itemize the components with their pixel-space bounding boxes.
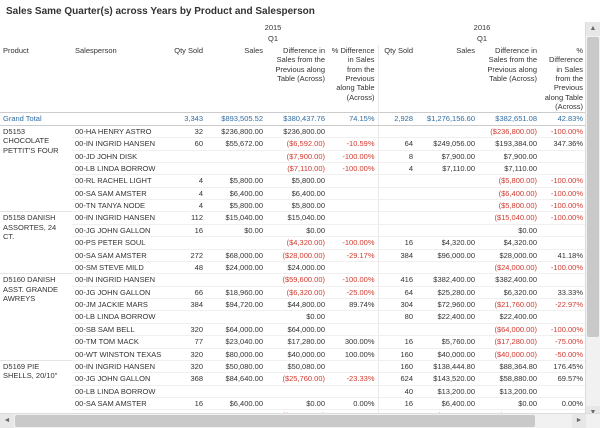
difference-2015: $5,800.00 [266,175,328,187]
sales-2016 [416,125,478,137]
qty-sold-2015: 320 [168,360,206,372]
salesperson-label: 00-LB LINDA BORROW [72,311,168,323]
difference-2016: $6,320.00 [478,286,540,298]
sales-2016 [416,212,478,224]
product-label: D5169 PIE SHELLS, 20/10" [0,360,72,420]
sales-2015: $80,000.00 [206,348,266,360]
qty-sold-2015: 384 [168,299,206,311]
table-row[interactable] [0,360,586,372]
table-row[interactable] [0,212,586,224]
scroll-up-arrow[interactable]: ▲ [586,22,600,36]
sales-2015: $23,040.00 [206,336,266,348]
difference-2015: $0.00 [266,311,328,323]
salesperson-label: 00-IN INGRID HANSEN [72,212,168,224]
difference-2016: ($64,000.00) [478,323,540,335]
sales-2015: $64,000.00 [206,323,266,335]
table-row[interactable] [0,299,586,311]
salesperson-label: 00-SB SAM BELL [72,323,168,335]
sales-2016 [416,200,478,212]
column-header-product[interactable]: Product [3,45,29,55]
difference-2016: $0.00 [478,224,540,236]
pct-difference-2016: -100.00% [540,261,586,273]
column-header-row [0,45,586,113]
sales-2015: $236,800.00 [206,125,266,137]
year-header-2016: 2016 [473,23,491,32]
difference-2016: ($24,000.00) [478,261,540,273]
qty-sold-2016 [378,187,416,199]
qty-sold-2015: 4 [168,175,206,187]
qty-sold-2016 [378,212,416,224]
pct-difference-2015: 89.74% [328,299,378,311]
column-header-diff-2016[interactable]: Difference in Sales from the Previous along Table (Across) [487,45,537,83]
difference-2016: $58,880.00 [478,373,540,385]
salesperson-label: 00-JG JOHN GALLON [72,224,168,236]
pct-difference-2015 [328,360,378,372]
column-header-sales-2015[interactable]: Sales [244,45,263,55]
difference-2015: ($7,110.00) [266,162,328,174]
pct-difference-2016: 176.45% [540,360,586,372]
table-row[interactable] [0,138,586,150]
pct-difference-2015 [328,187,378,199]
qty-sold-2015: 4 [168,187,206,199]
qty-sold-2016: 416 [378,274,416,286]
sales-2015: $50,080.00 [206,360,266,372]
difference-2015: ($28,000.00) [266,249,328,261]
vertical-scroll-thumb[interactable] [587,37,599,337]
pct-difference-2016 [540,224,586,236]
grand-total-pct-2016: 42.83% [540,113,586,125]
difference-2015: $15,040.00 [266,212,328,224]
table-row[interactable] [0,261,586,273]
pct-difference-2015: -23.33% [328,373,378,385]
grand-total-sales-2015: $893,505.52 [206,113,266,125]
pct-difference-2015 [328,175,378,187]
difference-2016: ($5,800.00) [478,175,540,187]
qty-sold-2016: 160 [378,348,416,360]
difference-2015 [266,385,328,397]
sales-2015 [206,311,266,323]
qty-sold-2016 [378,175,416,187]
qty-sold-2016: 304 [378,299,416,311]
grand-total-label: Grand Total [0,113,72,125]
qty-sold-2016: 16 [378,336,416,348]
qty-sold-2015: 48 [168,261,206,273]
salesperson-label: 00-LB LINDA BORROW [72,385,168,397]
difference-2016: ($40,000.00) [478,348,540,360]
difference-2016: $22,400.00 [478,311,540,323]
pct-difference-2016: 0.00% [540,398,586,410]
pct-difference-2016 [540,150,586,162]
table-row[interactable] [0,200,586,212]
salesperson-label: 00-TN TANYA NODE [72,200,168,212]
sales-2016: $25,280.00 [416,286,478,298]
pct-difference-2015 [328,311,378,323]
difference-2015: ($7,900.00) [266,150,328,162]
table-row[interactable] [0,224,586,236]
year-header-row [0,22,586,33]
qty-sold-2016: 160 [378,360,416,372]
difference-2015: $50,080.00 [266,360,328,372]
pct-difference-2015 [328,385,378,397]
table-row[interactable] [0,348,586,360]
difference-2015: $5,800.00 [266,200,328,212]
qty-sold-2016 [378,224,416,236]
grand-total-pct-2015: 74.15% [328,113,378,125]
difference-2015: ($4,320.00) [266,237,328,249]
pct-difference-2016: -22.97% [540,299,586,311]
pct-difference-2016: -100.00% [540,125,586,137]
pct-difference-2016: -100.00% [540,323,586,335]
difference-2015: ($6,592.00) [266,138,328,150]
pct-difference-2015 [328,323,378,335]
pct-difference-2015 [328,200,378,212]
salesperson-label: 00-JG JOHN GALLON [72,373,168,385]
qty-sold-2016: 16 [378,237,416,249]
product-label: D5153 CHOCOLATE PETTIT'S FOUR [3,126,59,155]
table-row[interactable] [0,336,586,348]
table-row[interactable] [0,311,586,323]
sales-2016: $40,000.00 [416,348,478,360]
vertical-scrollbar[interactable] [585,22,600,420]
column-header-diff-2015[interactable]: Difference in Sales from the Previous along Table (Across) [275,45,325,83]
pct-difference-2015: -100.00% [328,150,378,162]
qty-sold-2015: 16 [168,224,206,236]
difference-2015: $24,000.00 [266,261,328,273]
qty-sold-2016: 384 [378,249,416,261]
salesperson-label: 00-SM STEVE MILD [72,261,168,273]
sales-2015 [206,162,266,174]
difference-2015: ($25,760.00) [266,373,328,385]
table-row[interactable] [0,187,586,199]
sales-2016: $5,760.00 [416,336,478,348]
header-spacer-salesperson [72,22,168,33]
pct-difference-2016 [540,162,586,174]
qty-sold-2015: 32 [168,125,206,137]
column-header-pctdiff-2016[interactable]: % Difference in Sales from the Previous along Table (Across) [544,45,583,111]
sales-2016 [416,261,478,273]
difference-2015: ($6,320.00) [266,286,328,298]
quarter-header-2015: Q1 [267,34,278,44]
pct-difference-2015: -29.17% [328,249,378,261]
pct-difference-2015: -10.59% [328,138,378,150]
difference-2016: ($17,280.00) [478,336,540,348]
sales-2016: $382,400.00 [416,274,478,286]
qty-sold-2015: 320 [168,348,206,360]
sales-2016 [416,224,478,236]
qty-sold-2016: 16 [378,398,416,410]
pct-difference-2016 [540,274,586,286]
difference-2015: $0.00 [266,398,328,410]
pct-difference-2016: 69.57% [540,373,586,385]
horizontal-scrollbar[interactable] [0,413,600,428]
difference-2016: $28,000.00 [478,249,540,261]
column-header-pctdiff-2015[interactable]: % Difference in Sales from the Previous along Table (Across) [331,45,375,102]
sales-2015: $68,000.00 [206,249,266,261]
sales-2016: $138,444.80 [416,360,478,372]
difference-2015: $64,000.00 [266,323,328,335]
grand-total-spacer [72,113,168,125]
qty-sold-2016: 40 [378,385,416,397]
grand-total-qty-2015: 3,343 [168,113,206,125]
table-row[interactable] [0,249,586,261]
difference-2016: $0.00 [478,398,540,410]
difference-2016: $88,364.80 [478,360,540,372]
difference-2016: ($21,760.00) [478,299,540,311]
difference-2016: $13,200.00 [478,385,540,397]
difference-2016: $4,320.00 [478,237,540,249]
difference-2016: $193,384.00 [478,138,540,150]
salesperson-label: 00-LB LINDA BORROW [72,162,168,174]
salesperson-label: 00-WT WINSTON TEXAS [72,348,168,360]
quarter-header-2016: Q1 [476,34,487,44]
qty-sold-2015 [168,150,206,162]
table-row[interactable] [0,162,586,174]
qty-sold-2016: 64 [378,286,416,298]
difference-2015: $40,000.00 [266,348,328,360]
sales-2015 [206,385,266,397]
pct-difference-2015: 100.00% [328,348,378,360]
pct-difference-2015: 300.00% [328,336,378,348]
column-header-qty-2015[interactable]: Qty Sold [174,45,203,55]
qty-sold-2016 [378,125,416,137]
sales-2016: $249,056.00 [416,138,478,150]
pct-difference-2016: -100.00% [540,212,586,224]
pct-difference-2016: 41.18% [540,249,586,261]
pct-difference-2016: -100.00% [540,175,586,187]
grand-total-diff-2016: $382,651.08 [478,113,540,125]
qty-sold-2015 [168,311,206,323]
difference-2016: $7,110.00 [478,162,540,174]
qty-sold-2016 [378,323,416,335]
sales-2016: $6,400.00 [416,398,478,410]
difference-2015: $0.00 [266,224,328,236]
sales-2016 [416,175,478,187]
sales-2016 [416,323,478,335]
salesperson-label: 00-SA SAM AMSTER [72,249,168,261]
salesperson-label: 00-JD JOHN DISK [72,150,168,162]
grand-total-sales-2016: $1,276,156.60 [416,113,478,125]
qty-sold-2015: 320 [168,323,206,335]
sales-2015: $5,800.00 [206,200,266,212]
pivot-table-body [0,113,586,420]
pct-difference-2015: -100.00% [328,274,378,286]
difference-2016: ($15,040.00) [478,212,540,224]
header-spacer-product-2 [0,33,72,44]
sales-2016: $13,200.00 [416,385,478,397]
salesperson-label: 00-IN INGRID HANSEN [72,360,168,372]
sales-2015: $0.00 [206,224,266,236]
salesperson-label: 00-PS PETER SOUL [72,237,168,249]
qty-sold-2016: 8 [378,150,416,162]
pct-difference-2015: -100.00% [328,237,378,249]
difference-2016: ($236,800.00) [478,125,540,137]
salesperson-label: 00-IN INGRID HANSEN [72,274,168,286]
pct-difference-2016: 33.33% [540,286,586,298]
page-title: Sales Same Quarter(s) across Years by Product and Salesperson [6,6,315,17]
difference-2016: $7,900.00 [478,150,540,162]
salesperson-label: 00-SA SAM AMSTER [72,398,168,410]
pivot-table [0,22,586,420]
difference-2016: $382,400.00 [478,274,540,286]
sales-2015: $5,800.00 [206,175,266,187]
column-header-salesperson[interactable]: Salesperson [75,45,117,55]
sales-2015: $84,640.00 [206,373,266,385]
pct-difference-2016: 347.36% [540,138,586,150]
salesperson-label: 00-SA SAM AMSTER [72,187,168,199]
pct-difference-2016: -75.00% [540,336,586,348]
pct-difference-2016: -100.00% [540,187,586,199]
pivot-table-container [0,22,600,420]
qty-sold-2015: 77 [168,336,206,348]
sales-2015 [206,150,266,162]
sales-2015 [206,237,266,249]
sales-2016: $72,960.00 [416,299,478,311]
qty-sold-2015 [168,385,206,397]
sales-2015: $55,672.00 [206,138,266,150]
column-header-qty-2016[interactable]: Qty Sold [378,45,416,113]
qty-sold-2015 [168,274,206,286]
grand-total-row [0,113,586,125]
table-row[interactable] [0,373,586,385]
qty-sold-2016: 64 [378,138,416,150]
sales-2016: $4,320.00 [416,237,478,249]
pct-difference-2015: -100.00% [328,162,378,174]
table-row[interactable] [0,398,586,410]
qty-sold-2016: 4 [378,162,416,174]
salesperson-label: 00-TM TOM MACK [72,336,168,348]
pct-difference-2015 [328,261,378,273]
qty-sold-2015: 112 [168,212,206,224]
sales-2016: $22,400.00 [416,311,478,323]
table-row[interactable] [0,150,586,162]
sales-2015: $6,400.00 [206,187,266,199]
qty-sold-2016 [378,261,416,273]
product-label: D5160 DANISH ASST. GRANDE AWREYS [0,274,72,361]
pct-difference-2016 [540,311,586,323]
sales-2015 [206,274,266,286]
table-row[interactable] [0,286,586,298]
scrollbar-corner [586,414,600,428]
grand-total-qty-2016: 2,928 [378,113,416,125]
sales-2015: $15,040.00 [206,212,266,224]
qty-sold-2015 [168,162,206,174]
sales-2015: $24,000.00 [206,261,266,273]
sales-2015: $6,400.00 [206,398,266,410]
pct-difference-2015 [328,212,378,224]
difference-2015: $17,280.00 [266,336,328,348]
sales-2015: $18,960.00 [206,286,266,298]
qty-sold-2015: 16 [168,398,206,410]
grand-total-diff-2015: $380,437.76 [266,113,328,125]
quarter-header-row [0,33,586,44]
table-row[interactable] [0,323,586,335]
salesperson-label: 00-IN INGRID HANSEN [72,138,168,150]
pct-difference-2016 [540,237,586,249]
table-row[interactable] [0,385,586,397]
pct-difference-2015: -25.00% [328,286,378,298]
salesperson-label: 00-JG JOHN GALLON [72,286,168,298]
difference-2015: $236,800.00 [266,125,328,137]
qty-sold-2016: 624 [378,373,416,385]
header-spacer-salesperson-2 [72,33,168,44]
scroll-right-arrow[interactable]: ► [572,414,586,428]
pct-difference-2016 [540,385,586,397]
sales-2016: $7,900.00 [416,150,478,162]
salesperson-label: 00-JM JACKIE MARS [72,299,168,311]
pct-difference-2015 [328,224,378,236]
qty-sold-2015: 272 [168,249,206,261]
qty-sold-2016: 80 [378,311,416,323]
sales-2015: $94,720.00 [206,299,266,311]
difference-2016: ($5,800.00) [478,200,540,212]
difference-2015: $6,400.00 [266,187,328,199]
sales-2016: $96,000.00 [416,249,478,261]
sales-2016: $143,520.00 [416,373,478,385]
scroll-left-arrow[interactable]: ◄ [0,414,14,428]
table-row[interactable] [0,274,586,286]
qty-sold-2015: 368 [168,373,206,385]
header-spacer-product [0,22,72,33]
pct-difference-2016: -50.00% [540,348,586,360]
qty-sold-2015: 4 [168,200,206,212]
year-header-2015: 2015 [264,23,282,32]
horizontal-scroll-thumb[interactable] [15,415,535,427]
pct-difference-2015: 0.00% [328,398,378,410]
table-row[interactable] [0,237,586,249]
difference-2015: ($59,600.00) [266,274,328,286]
table-row[interactable] [0,175,586,187]
qty-sold-2015 [168,237,206,249]
table-row[interactable] [0,125,586,137]
qty-sold-2015: 60 [168,138,206,150]
sales-2016 [416,187,478,199]
pct-difference-2016: -100.00% [540,200,586,212]
qty-sold-2016 [378,200,416,212]
product-label: D5158 DANISH ASSORTES, 24 CT. [0,212,72,274]
difference-2016: ($6,400.00) [478,187,540,199]
difference-2015: $44,800.00 [266,299,328,311]
salesperson-label: 00-RL RACHEL LIGHT [72,175,168,187]
pct-difference-2015 [328,125,378,137]
salesperson-label: 00-HA HENRY ASTRO [72,125,168,137]
sales-2016: $7,110.00 [416,162,478,174]
qty-sold-2015: 66 [168,286,206,298]
column-header-sales-2016[interactable]: Sales [456,45,475,55]
